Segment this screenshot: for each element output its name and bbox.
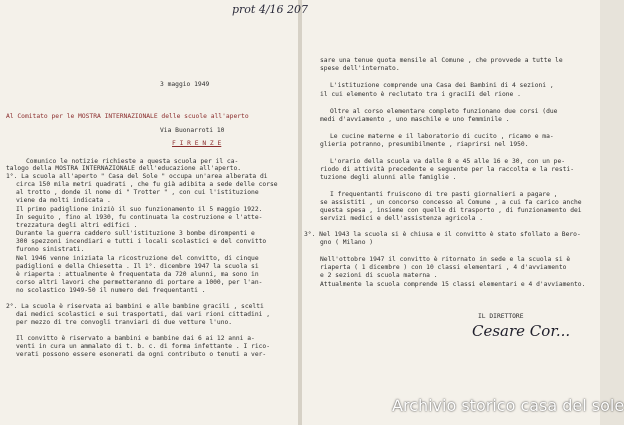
letter-date: 3 maggio 1949 (160, 81, 210, 88)
archive-watermark: Archivio storico casa del sole (392, 396, 624, 415)
body-line: verati possono essere esonerati da ogni contributo o tenuti a ver- (16, 351, 267, 358)
body-line: sare una tenue quota mensile al Comune , che provvede a tutte le (320, 57, 563, 64)
body-line: questa spesa , insieme con quelle di trasporto , di funzionamento dei (320, 207, 582, 214)
body-line: spese dell'internato. (320, 65, 400, 72)
body-line: servizi medici e dell'assistenza agricola . (320, 215, 484, 222)
body-line: Nell'ottobre 1947 il convitto è ritornato in sede e la scuola si è (320, 256, 571, 263)
recipient-line: Al Comitato per le MOSTRA INTERNAZIONALE delle scuole all'aperto (6, 113, 249, 120)
body-line: tuzione degli alunni alle famiglie . (320, 174, 457, 181)
body-line: Il primo padiglione iniziò il suo funzionamento il 5 maggio 1922. (16, 206, 263, 213)
body-line: L'istituzione comprende una Casa dei Bambini di 4 sezioni , (330, 82, 554, 89)
body-line: 300 spezzoni incendiari e tutti i locali scolastici e del convitto (16, 238, 267, 245)
body-line: è riaperta : attualmente è frequentata da 720 alunni, ma sono in (16, 271, 259, 278)
address-line: Via Buonarroti 10 (160, 127, 225, 134)
body-line: glieria potranno, presumibilmente , riaprirsi nel 1950. (320, 141, 529, 148)
body-line: 3°. Nel 1943 la scuola si è chiusa e il convitto è stato sfollato a Bero- (304, 231, 581, 238)
body-line: Comunico le notizie richieste a questa scuola per il ca- (26, 158, 239, 165)
body-line: Nel 1946 venne iniziata la ricostruzione del convitto, di cinque (16, 255, 259, 262)
body-line: Attualmente la scuola comprende 15 classi elementari e 4 d'avviamento. (320, 281, 586, 288)
body-line: 2°. La scuola è riservata ai bambini e alle bambine gracili , scelti (6, 303, 264, 310)
body-line: il cui elemento è reclutato tra i graciIi del rione . (320, 91, 521, 98)
director-signature: Cesare Cor... (472, 322, 571, 340)
body-line: Il convitto è riservato a bambini e bambine dai 6 ai 12 anni a- (16, 335, 255, 342)
body-line: se assistiti , un concorso concesso al Comune , a cui fa carico anche (320, 199, 582, 206)
body-line: circa 150 mila metri quadrati , che fu già adibita a sede delle corse (16, 181, 278, 188)
body-line: In seguito , fino al 1930, fu continuata la costruzione e l'atte- (16, 214, 263, 221)
body-line: al trotto , donde il nome di " Trotter " , con cui l'istituzione (16, 189, 259, 196)
body-line: viene da molti indicata . (16, 197, 111, 204)
body-line: 1°. La scuola all'aperto " Casa del Sole " occupa un'area alberata di (6, 173, 268, 180)
body-line: venti in cura un ammalato di t. b. c. di forma infettante . I rico- (16, 343, 271, 350)
body-line: Oltre al corso elementare completo funzionano due corsi (due (330, 108, 558, 115)
body-line: gno ( Milano ) (320, 239, 374, 246)
body-line: dai medici scolastici e sui trasportati, dai vari rioni cittadini , (16, 311, 271, 318)
body-line: medi d'avviamento , uno maschile e uno femminile . (320, 116, 510, 123)
body-line: I frequentanti fruiscono di tre pasti giornalieri a pagare , (330, 191, 558, 198)
body-line: padiglioni e della Chiesetta . Il 1°. dicembre 1947 la scuola si (16, 263, 259, 270)
body-line: riaperta ( 1 dicembre ) con 10 classi elementari , 4 d'avviamento (320, 264, 567, 271)
body-line: no scolastico 1949-50 il numero dei frequentanti . (16, 287, 206, 294)
body-line: talogo della MOSTRA INTERNAZIONALE dell'educazione all'aperto. (6, 165, 242, 172)
left-page (0, 0, 298, 425)
body-line: Le cucine materne e il laboratorio di cucito , ricamo e ma- (330, 133, 554, 140)
city-line: F I R E N Z E (172, 140, 222, 147)
body-line: e 2 sezioni di scuola materna . (320, 272, 438, 279)
body-line: L'orario della scuola va dalle 8 e 45 alle 16 e 30, con un pe- (330, 158, 566, 165)
director-label: IL DIRETTORE (478, 313, 524, 320)
body-line: riodo di attività precedente e seguente per la raccolta e la resti- (320, 166, 575, 173)
body-line: per mezzo di tre convogli tranviari di due vetture l'uno. (16, 319, 233, 326)
body-line: furono sinistrati. (16, 246, 85, 253)
body-line: Durante la guerra caddero sull'istituzione 3 bombe dirompenti e (16, 230, 255, 237)
body-line: corso altri lavori che permetteranno di portare a 1000, per l'an- (16, 279, 263, 286)
handwritten-protocol-note: prot 4/16 207 (232, 3, 309, 16)
right-page (302, 0, 600, 425)
body-line: trezzatura degli altri edifici . (16, 222, 138, 229)
